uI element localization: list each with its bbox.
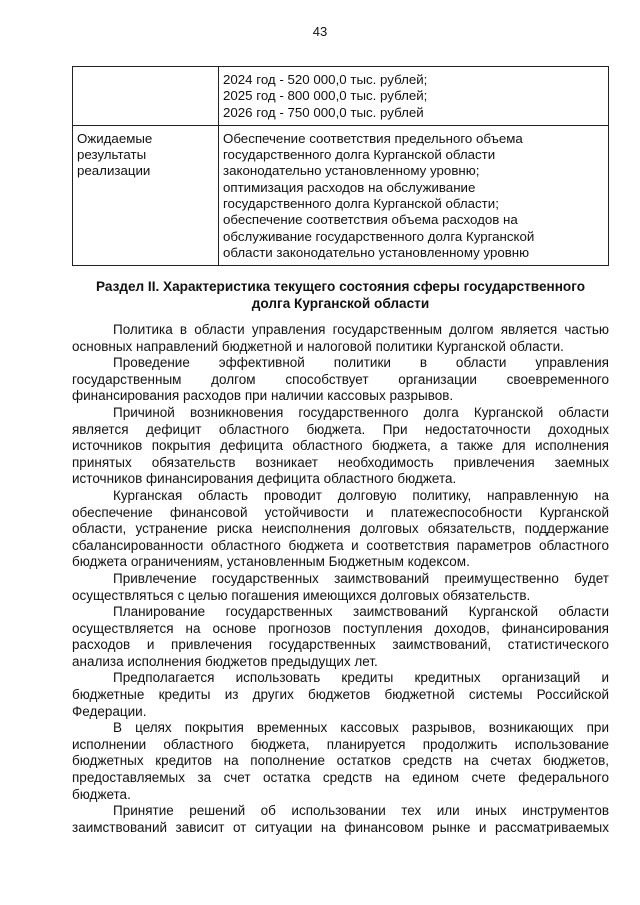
paragraph-line: Принятие решений об использовании тех или иных инструментов <box>113 803 609 819</box>
paragraph-line: принятых обязательств возникает необходимость привлечения заемных <box>72 454 609 470</box>
table-cell-line: оптимизация расходов на обслуживание <box>223 179 476 195</box>
body-paragraph <box>72 803 609 836</box>
paragraph-line: источников финансирования дефицита областного бюджета. <box>72 471 457 487</box>
section-title-line: долга Курганской области <box>251 296 430 311</box>
paragraph-line: осуществляться с целью погашения имеющихся долговых обязательств. <box>72 587 531 603</box>
paragraph-line: Причиной возникновения государственного долга Курганской области <box>113 404 609 420</box>
paragraph-line: бюджета ограничениям, установленным Бюджетным кодексом. <box>72 554 470 570</box>
paragraph-line: бюджета. <box>72 786 131 802</box>
table-cell-line: государственного долга Курганской области; <box>223 196 499 212</box>
table-cell-label <box>73 67 219 126</box>
paragraph-line: Планирование государственных заимствований Курганской области <box>113 604 609 620</box>
body-paragraph <box>72 405 609 488</box>
paragraph-line: бюджетных кредитов на пополнение остатков средств на счетах бюджетов, <box>72 753 609 769</box>
table-cell-line: обеспечение соответствия объема расходов на <box>223 212 518 228</box>
table-cell-line: 2026 год - 750 000,0 тыс. рублей <box>223 104 424 120</box>
passport-table-body <box>73 67 609 266</box>
paragraph-line: исполнении областного бюджета, планируется продолжить использование <box>72 736 609 752</box>
body-paragraph <box>72 670 609 720</box>
paragraph-line: В целях покрытия временных кассовых разрывов, возникающих при <box>113 720 609 736</box>
table-row <box>73 67 609 126</box>
table-cell-line: законодательно установленному уровню; <box>223 163 480 179</box>
paragraph-line: бюджетные кредиты из других бюджетов бюджетной системы Российской <box>72 687 609 703</box>
paragraph-line: Федерации. <box>72 703 147 719</box>
paragraph-line: источников покрытия дефицита областного бюджета, а также для исполнения <box>72 438 609 454</box>
table-cell-value <box>219 125 609 265</box>
paragraph-line: Курганская область проводит долговую политику, направленную на <box>113 487 609 503</box>
paragraph-line: Предполагается использовать кредиты кредитных организаций и <box>113 670 609 686</box>
table-cell-line: обслуживание государственного долга Курганской <box>223 228 535 244</box>
body-paragraph <box>72 322 609 355</box>
paragraph-line: государственным долгом способствует организации своевременного <box>72 371 609 387</box>
paragraph-line: сбалансированности областного бюджета и соответствия параметров областного <box>72 537 609 553</box>
table-cell-line: реализации <box>77 163 151 179</box>
table-cell-line: Ожидаемые <box>77 130 153 146</box>
table-cell-label <box>73 125 219 265</box>
paragraph-line: Политика в области управления государственным долгом является частью <box>113 322 609 337</box>
paragraph-line: области, устранение риска неисполнения долговых обязательств, поддержание <box>72 521 609 537</box>
table-cell-line: государственного долга Курганской области <box>223 147 496 163</box>
table-row <box>73 125 609 265</box>
paragraph-line: заимствований зависит от ситуации на финансовом рынке и рассматриваемых <box>72 819 609 835</box>
table-cell-line: результаты <box>77 147 147 163</box>
body-paragraph <box>72 604 609 670</box>
section-body <box>72 322 609 836</box>
page-number: 43 <box>312 24 328 39</box>
paragraph-line: является дефицит областного бюджета. При недостаточности доходных <box>72 421 609 437</box>
body-paragraph <box>72 720 609 803</box>
section-title-line: Раздел II. Характеристика текущего состояния сферы государственного <box>95 279 586 294</box>
paragraph-line: Привлечение государственных заимствований преимущественно будет <box>113 570 609 586</box>
paragraph-line: основных направлений бюджетной и налоговой политики Курганской области. <box>72 338 564 354</box>
body-paragraph <box>72 355 609 405</box>
table-cell-value <box>219 67 609 126</box>
paragraph-line: финансирования расходов при наличии кассовых разрывов. <box>72 388 454 404</box>
section-title <box>72 278 609 312</box>
paragraph-line: анализа исполнения бюджетов предыдущих лет. <box>72 653 378 669</box>
table-cell-line: Обеспечение соответствия предельного объема <box>223 130 523 146</box>
paragraph-line: предоставляемых за счет остатка средств на едином счете федерального <box>72 770 609 786</box>
table-cell-line: 2025 год - 800 000,0 тыс. рублей; <box>223 88 428 104</box>
body-paragraph <box>72 488 609 571</box>
table-cell-line: области законодательно установленному уровню <box>223 244 530 260</box>
paragraph-line: Проведение эффективной политики в области управления <box>113 355 609 371</box>
paragraph-line: обеспечение финансовой устойчивости и платежеспособности Курганской <box>72 504 609 520</box>
paragraph-line: осуществляется на основе прогнозов поступления доходов, финансирования <box>72 620 609 636</box>
body-paragraph <box>72 571 609 604</box>
paragraph-line: расходов и привлечения государственных заимствований, статистического <box>72 637 609 653</box>
table-cell-line: 2024 год - 520 000,0 тыс. рублей; <box>223 72 428 87</box>
program-passport-table <box>72 66 609 266</box>
